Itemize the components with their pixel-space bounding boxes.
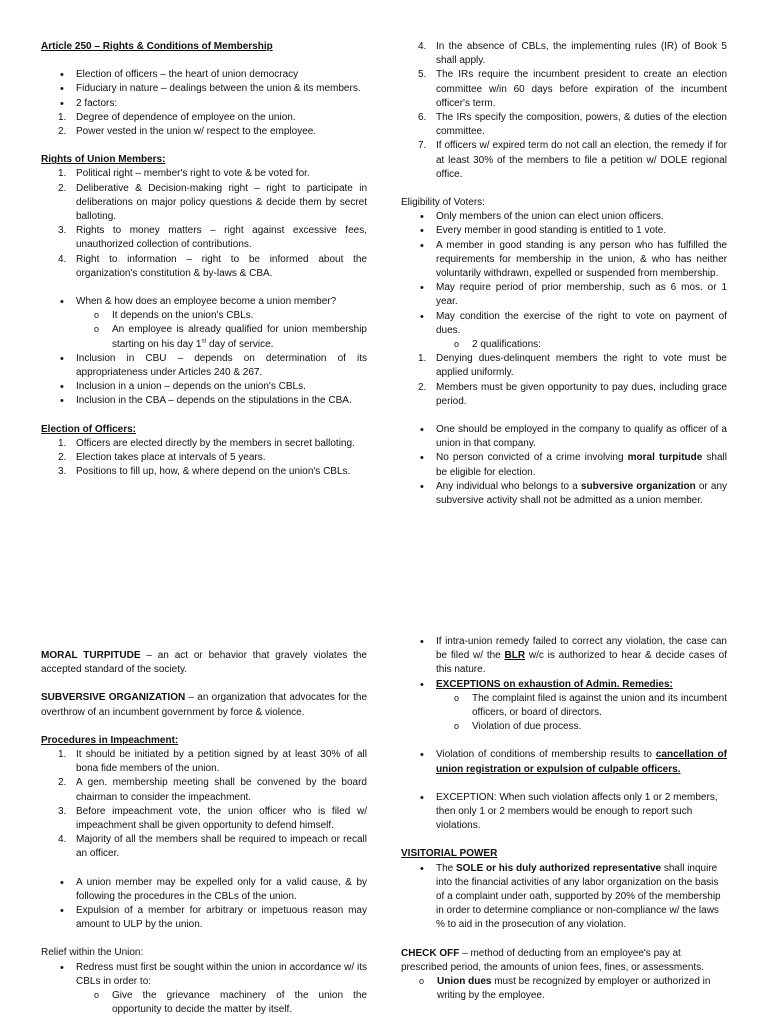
list-item: • Fiduciary in nature – dealings between the union & its members.: [41, 82, 367, 96]
top-left-column: [41, 40, 367, 479]
exception-list: [401, 791, 727, 834]
qualifications-list: [418, 352, 727, 409]
list-item: o It depends on the union's CBLs.: [76, 309, 367, 323]
list-item: 4. In the absence of CBLs, the implementing rules (IR) of Book 5 shall apply.: [418, 41, 727, 67]
rights-heading: Rights of Union Members:: [41, 154, 166, 166]
list-item: 3. Positions to fill up, how, & where depend on the union's CBLs.: [58, 466, 351, 478]
list-item: • Inclusion in CBU – depends on determination of its appropriateness under Articles 240 & 267.: [41, 352, 367, 380]
list-item: • When & how does an employee become a union member? o It depends on the union's CBLs. o An employee is already qualified for union membership starting on his day 1st day of service.: [41, 295, 367, 352]
list-item: 3. Before impeachment vote, the union officer who is filed w/ impeachment shall be given opportunity to defend himself.: [58, 805, 367, 832]
list-item: 2. Power vested in the union w/ respect to the employee.: [58, 126, 317, 138]
list-item: • Redress must first be sought within the union in accordance w/ its CBLs in order to: o Give the grievance machinery of the union the opportunity to decide the matter by itself.: [41, 961, 367, 1018]
list-item: • Inclusion in the CBA – depends on the stipulations in the CBA.: [41, 394, 367, 408]
list-item: 1. It should be initiated by a petition signed by at least 30% of all bona fide members of the union.: [58, 749, 367, 775]
list-item: • If intra-union remedy failed to correct any violation, the case can be filed w/ the BLR w/c is authorized to hear & decide cases of this nature.: [401, 635, 727, 678]
list-item: o Union dues must be recognized by employer or authorized in writing by the employee.: [401, 975, 727, 1003]
list-item: o Violation of due process.: [436, 720, 727, 734]
list-item: 2. A gen. membership meeting shall be convened by the board chairman to consider the impeachment.: [58, 777, 367, 803]
list-item: 1. Denying dues-delinquent members the right to vote must be applied uniformly.: [418, 353, 727, 379]
expulsion-list: [41, 876, 367, 933]
list-item: 2. Members must be given opportunity to pay dues, including grace period.: [418, 381, 727, 407]
list-item: • A member in good standing is any person who has fulfilled the requirements for membership in the union, & who has neither voluntarily withdrawn, expelled or suspended from membership.: [401, 239, 727, 282]
membership-bullets: [41, 295, 367, 409]
list-item: 4. Majority of all the members shall be required to impeach or recall an officer.: [58, 834, 367, 860]
list-item: • Inclusion in a union – depends on the union's CBLs.: [41, 380, 367, 394]
membership-sublist: [76, 309, 367, 352]
relief-heading: Relief within the Union:: [41, 947, 144, 959]
list-item: 2. Election takes place at intervals of 5 years.: [58, 452, 266, 464]
article-heading: Article 250 – Rights & Conditions of Membership: [41, 41, 273, 52]
list-item: o Give the grievance machinery of the union the opportunity to decide the matter by itself.: [76, 989, 367, 1017]
list-item: [41, 97, 367, 140]
visitorial-heading: VISITORIAL POWER: [401, 848, 498, 860]
list-item: 1. Degree of dependence of employee on the union.: [58, 111, 296, 123]
list-item: • No person convicted of a crime involving moral turpitude shall be eligible for election.: [401, 451, 727, 479]
list-item: o An employee is already qualified for union membership starting on his day 1st day of service.: [76, 323, 367, 351]
list-item: • One should be employed in the company to qualify as officer of a union in that company.: [401, 423, 727, 451]
list-item: • May condition the exercise of the right to vote on payment of dues. o 2 qualifications: 1. Denying dues-delinquent members the right to vote must be applied uniformly. 2. Members must be given opportunity to pay dues, including grace period.: [401, 310, 727, 409]
list-item: • EXCEPTIONS on exhaustion of Admin. Remedies: o The complaint filed is against the union and its incumbent officers, or board of directors. o Violation of due process.: [401, 678, 727, 735]
qualifications-label-list: [436, 338, 727, 352]
exceptions-sublist: [436, 692, 727, 735]
election-list: [41, 437, 367, 480]
impeachment-list: [41, 748, 367, 862]
list-item: 4. Right to information – right to be informed about the organization's constitution & by-laws & CBA.: [58, 253, 367, 279]
list-item: • Any individual who belongs to a subversive organization or any subversive activity shall not be admitted as a union member.: [401, 480, 727, 508]
intro-bullets: [41, 68, 367, 139]
list-item: o 2 qualifications:: [436, 338, 727, 352]
moral-turpitude-definition: MORAL TURPITUDE – an act or behavior that gravely violates the accepted standard of the society.: [41, 650, 367, 676]
bottom-left-column: [41, 649, 367, 1017]
list-item: 6. The IRs specify the composition, powers, & duties of the election committee.: [418, 112, 727, 138]
voters-heading: Eligibility of Voters:: [401, 197, 485, 209]
factors-label: 2 factors:: [76, 97, 118, 109]
factors-list: [58, 111, 367, 139]
list-item: • Only members of the union can elect union officers.: [401, 210, 727, 224]
list-item: 7. If officers w/ expired term do not call an election, the remedy if for at least 30% of the members to file a petition w/ DOLE regional office.: [418, 140, 727, 180]
list-item: • The SOLE or his duly authorized representative shall inquire into the financial activities of any labor organization on the basis of a complaint under oath, supported by 20% of the membership in order to determine compliance or non-compliance w/ the laws % to aid in the prosecution of any violation.: [401, 862, 727, 933]
impeachment-heading: Procedures in Impeachment:: [41, 734, 179, 746]
list-item: • Violation of conditions of membership results to cancellation of union registration or expulsion of culpable officers.: [401, 748, 727, 776]
check-off-sublist: [401, 975, 727, 1003]
list-item: • Election of officers – the heart of union democracy: [41, 68, 367, 82]
remedies-list: [401, 635, 727, 734]
check-off-definition: CHECK OFF – method of deducting from an employee's pay at prescribed period, the amounts of union fees, fines, or assessments.: [401, 947, 704, 973]
list-item: • Expulsion of a member for arbitrary or impetuous reason may amount to ULP by the union.: [41, 904, 367, 932]
election-heading: Election of Officers:: [41, 423, 137, 435]
election-continued-list: [401, 40, 727, 182]
top-right-column: [401, 40, 727, 508]
voters-list: [401, 210, 727, 409]
list-item: • EXCEPTION: When such violation affects only 1 or 2 members, then only 1 or 2 members would be enough to report such violations.: [401, 791, 727, 834]
list-item: 2. Deliberative & Decision-making right – right to participate in deliberations on major policy questions & decide them by secret balloting.: [58, 182, 367, 223]
list-item: 1. Officers are elected directly by the members in secret balloting.: [58, 437, 355, 449]
bottom-right-column: [401, 635, 727, 1003]
list-item: 1. Political right – member's right to vote & be voted for.: [58, 168, 310, 180]
rights-list: [41, 167, 367, 281]
officer-eligibility-list: [401, 423, 727, 508]
list-item: 5. The IRs require the incumbent president to create an election committee w/in 60 days before expiration of the incumbent officer's term.: [418, 69, 727, 109]
list-item: 3. Rights to money matters – right against excessive fees, unauthorized collection of contributions.: [58, 225, 367, 251]
list-item: • A union member may be expelled only for a valid cause, & by following the procedures in the CBLs of the union.: [41, 876, 367, 904]
list-item: • May require period of prior membership, such as 6 mos. or 1 year.: [401, 281, 727, 309]
relief-sublist: [76, 989, 367, 1017]
list-item: o The complaint filed is against the union and its incumbent officers, or board of directors.: [436, 692, 727, 720]
visitorial-list: [401, 862, 727, 933]
list-item: • Every member in good standing is entitled to 1 vote.: [401, 224, 727, 238]
subversive-organization-definition: SUBVERSIVE ORGANIZATION – an organization that advocates for the overthrow of an incumbent government by force & violence.: [41, 692, 368, 718]
violation-list: [401, 748, 727, 776]
relief-list: [41, 961, 367, 1018]
